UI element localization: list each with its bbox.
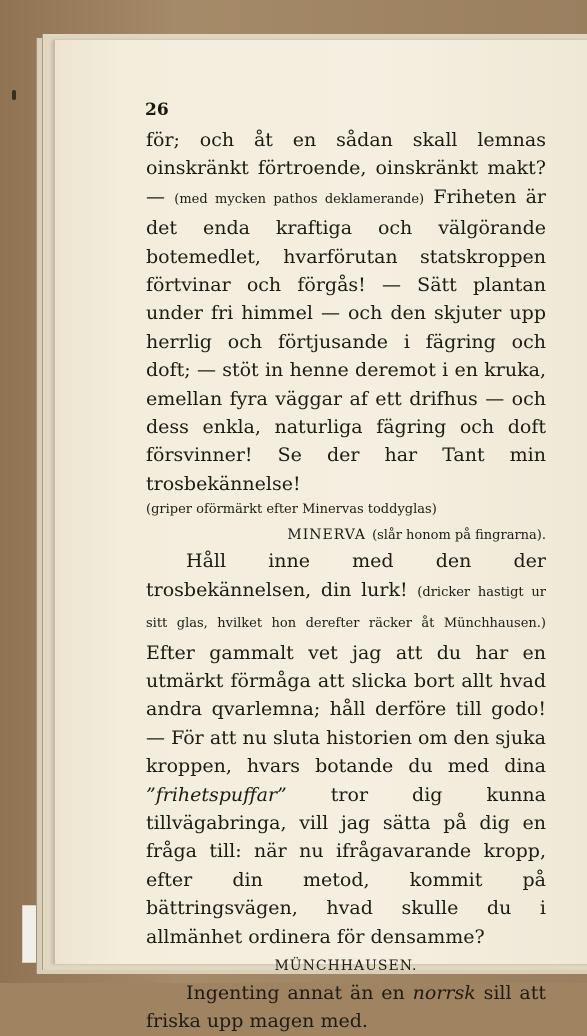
stage-direction-1: (med mycken pathos deklamerande) bbox=[174, 191, 425, 207]
speaker-line-2 bbox=[146, 951, 546, 979]
stage-direction-3: (slår honom på fingrarna). bbox=[372, 528, 546, 544]
text-3b: sill att friska upp magen med. bbox=[146, 981, 547, 1033]
text-1b: Friheten är det enda kraftiga och välgörande botemedlet, hvarförutan statskroppen förtvinar och förgås! — Sätt plantan under fri himmel — och den skjuter upp herrlig och förtjusande i fägring och doft; — stöt in henne deremot i en kruka, emellan fyra väggar af ett drifhus — och dess enkla, naturliga fägring och doft försvinner! Se der har Tant min trosbekännelse! bbox=[146, 185, 547, 495]
word-norrsk: norrsk bbox=[412, 981, 476, 1004]
text-2b: Efter gammalt vet jag att du har en utmärkt förmåga att slicka bort allt hvad andra qvarlemna; håll derföre till godo! — För att nu sluta historien om den sjuka kroppen, hvars botande du med dina bbox=[146, 641, 546, 778]
text-1a: för; och åt en sådan skall lemnas oinskränkt förtroende, oinskränkt makt? — bbox=[146, 129, 546, 208]
text-3a: Ingenting annat än en bbox=[186, 981, 405, 1004]
text-2a: Håll inne med den der trosbekännelsen, din lurk! bbox=[146, 550, 546, 601]
paragraph-2 bbox=[146, 547, 546, 951]
speaker-line-1 bbox=[146, 522, 546, 547]
paragraph-3 bbox=[146, 979, 546, 1036]
stage-direction-2: (griper oförmärkt efter Minervas toddyglas) bbox=[146, 502, 437, 518]
paragraph-1 bbox=[146, 126, 546, 498]
stage-direction-4: (dricker hastigt ur sitt glas, hvilket hon derefter räcker åt Münchhausen.) bbox=[146, 584, 546, 632]
speaker-munchhausen: MÜNCHHAUSEN. bbox=[274, 957, 418, 974]
page-text bbox=[146, 126, 546, 1036]
text-2c: tror dig kunna tillvägabringa, vill jag sätta på dig en fråga till: när nu ifrågavarande kropp, efter din metod, kommit på bättringsvägen, hvad skulle du i allmänhet ordinera för densamme? bbox=[146, 783, 546, 948]
page-number: 26 bbox=[145, 100, 169, 120]
speaker-minerva: MINERVA bbox=[287, 527, 367, 544]
board-mark bbox=[12, 90, 16, 100]
quote-frihetspuffar: ”frihetspuffar” bbox=[146, 783, 287, 806]
